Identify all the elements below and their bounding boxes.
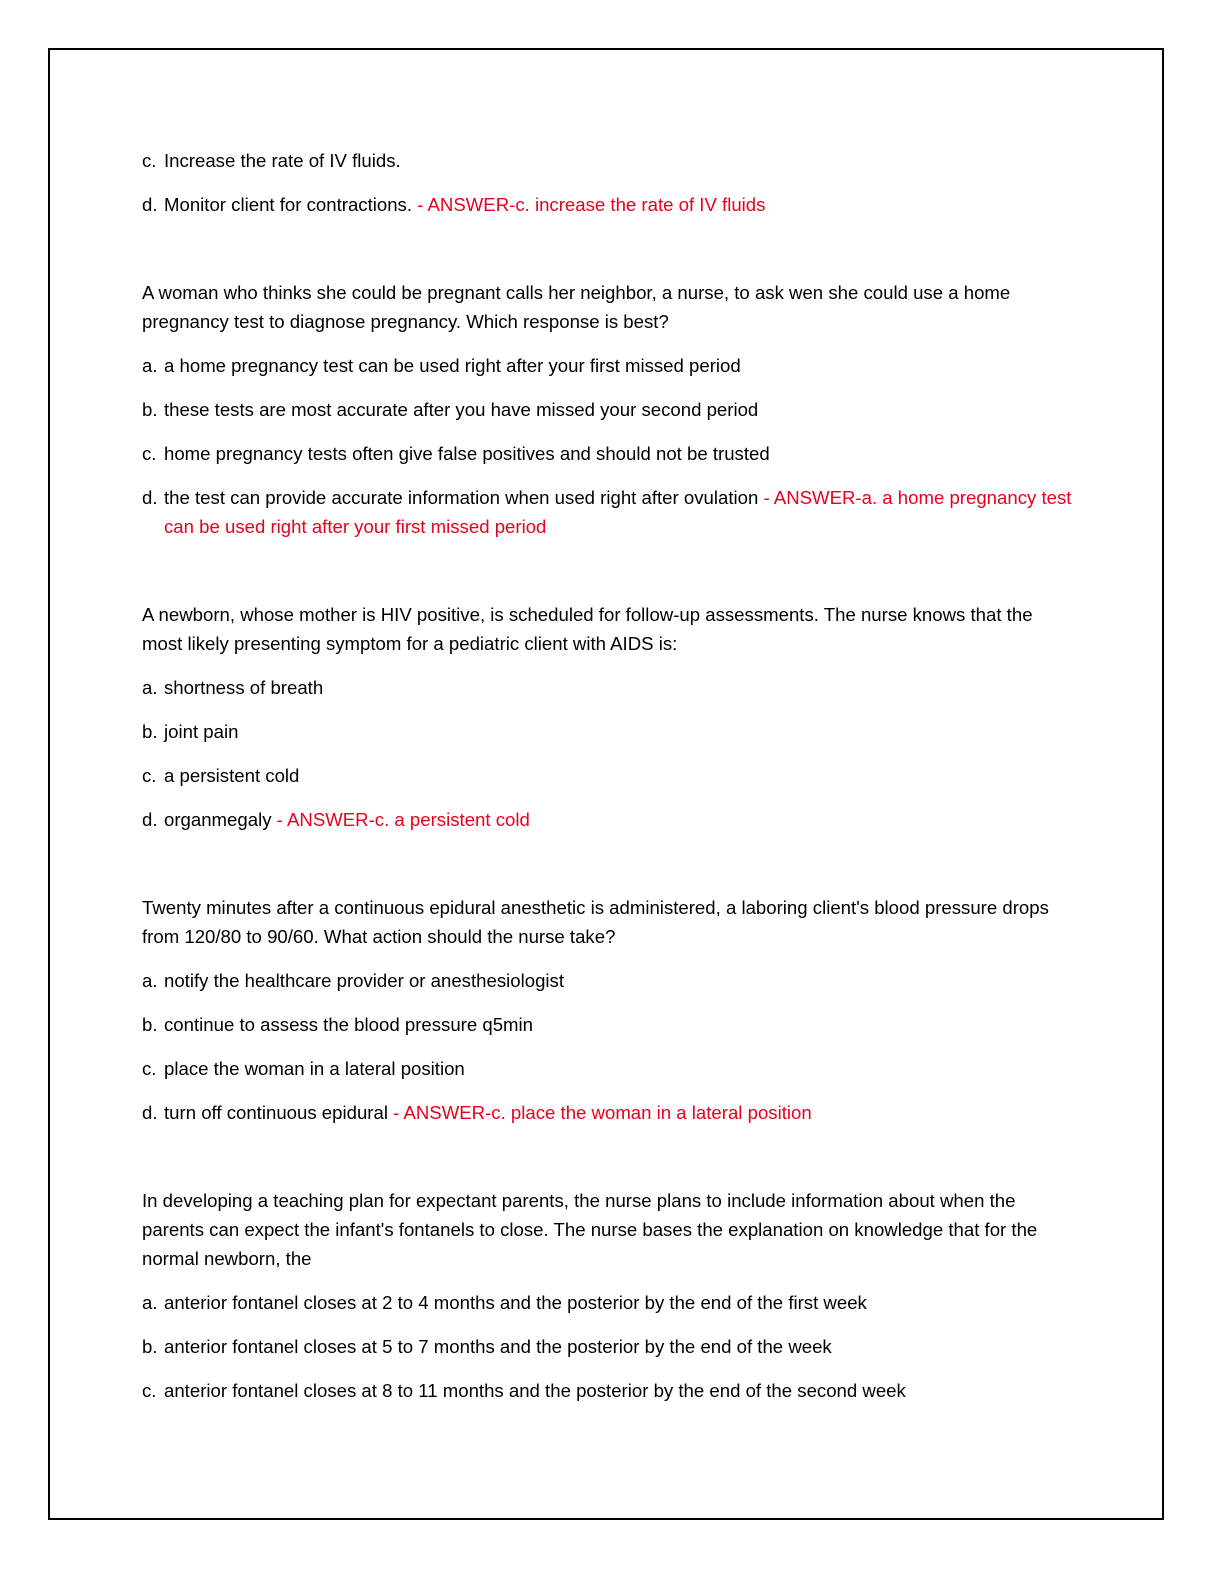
option-letter: a.: [142, 355, 158, 376]
option-letter: c.: [142, 443, 157, 464]
answer-text: - ANSWER-a. a home pregnancy test can be used right after your first missed period: [164, 487, 1072, 537]
option-text: [164, 483, 1072, 541]
option-letter: d.: [142, 487, 158, 508]
option-c: [142, 146, 1072, 175]
option-letter: b.: [142, 1336, 158, 1357]
option-text: anterior fontanel closes at 2 to 4 months and the posterior by the end of the first week: [164, 1292, 867, 1313]
question-stem: In developing a teaching plan for expectant parents, the nurse plans to include information about when the parents can expect the infant's fontanels to close. The nurse bases the explanation on knowledge that for the normal newborn, the: [142, 1190, 1038, 1269]
option-text: [164, 190, 1072, 219]
option-text: a persistent cold: [164, 765, 300, 786]
option-text: anterior fontanel closes at 5 to 7 months and the posterior by the end of the week: [164, 1336, 832, 1357]
option-letter: c.: [142, 1380, 157, 1401]
option-a: [142, 351, 1072, 380]
option-c: [142, 1054, 1072, 1083]
question-block: [142, 893, 1072, 1127]
question-stem: A newborn, whose mother is HIV positive, is scheduled for follow-up assessments. The nurse knows that the most likely presenting symptom for a pediatric client with AIDS is:: [142, 604, 1033, 654]
option-letter: b.: [142, 1014, 158, 1035]
option-c: [142, 439, 1072, 468]
option-letter: c.: [142, 150, 157, 171]
option-c: [142, 1376, 1072, 1405]
question-block: [142, 278, 1072, 541]
question-block: [142, 1186, 1072, 1405]
option-text: continue to assess the blood pressure q5min: [164, 1014, 533, 1035]
option-text: Increase the rate of IV fluids.: [164, 150, 401, 171]
option-text: shortness of breath: [164, 677, 324, 698]
option-text: [164, 805, 1072, 834]
option-d: [142, 190, 1072, 219]
option-text: [164, 1098, 1072, 1127]
option-d: [142, 483, 1072, 541]
option-text: a home pregnancy test can be used right after your first missed period: [164, 355, 741, 376]
option-letter: d.: [142, 1102, 158, 1123]
option-a: [142, 1288, 1072, 1317]
option-text-body: the test can provide accurate information when used right after ovulation: [164, 487, 759, 508]
option-b: [142, 395, 1072, 424]
option-text: home pregnancy tests often give false positives and should not be trusted: [164, 443, 770, 464]
question-block: [142, 600, 1072, 834]
option-letter: a.: [142, 1292, 158, 1313]
question-stem: A woman who thinks she could be pregnant calls her neighbor, a nurse, to ask wen she could use a home pregnancy test to diagnose pregnancy. Which response is best?: [142, 282, 1011, 332]
option-text: place the woman in a lateral position: [164, 1058, 465, 1079]
option-letter: c.: [142, 765, 157, 786]
option-text-body: Monitor client for contractions.: [164, 194, 413, 215]
option-b: [142, 1332, 1072, 1361]
option-letter: d.: [142, 194, 158, 215]
answer-text: - ANSWER-c. increase the rate of IV fluids: [412, 194, 766, 215]
option-letter: d.: [142, 809, 158, 830]
option-letter: b.: [142, 399, 158, 420]
option-text-body: turn off continuous epidural: [164, 1102, 388, 1123]
option-text: these tests are most accurate after you have missed your second period: [164, 399, 759, 420]
option-text: notify the healthcare provider or anesthesiologist: [164, 970, 565, 991]
answer-text: - ANSWER-c. a persistent cold: [271, 809, 530, 830]
option-letter: a.: [142, 677, 158, 698]
question-stem: Twenty minutes after a continuous epidural anesthetic is administered, a laboring client's blood pressure drops from 120/80 to 90/60. What action should the nurse take?: [142, 897, 1049, 947]
option-text-body: organmegaly: [164, 809, 272, 830]
option-text: joint pain: [164, 721, 239, 742]
question-block: [142, 146, 1072, 219]
answer-text: - ANSWER-c. place the woman in a lateral position: [387, 1102, 812, 1123]
option-letter: c.: [142, 1058, 157, 1079]
option-d: [142, 805, 1072, 834]
option-a: [142, 966, 1072, 995]
option-d: [142, 1098, 1072, 1127]
option-b: [142, 717, 1072, 746]
option-b: [142, 1010, 1072, 1039]
option-letter: a.: [142, 970, 158, 991]
option-c: [142, 761, 1072, 790]
document-content: [142, 146, 1072, 1420]
option-a: [142, 673, 1072, 702]
option-text: anterior fontanel closes at 8 to 11 months and the posterior by the end of the second week: [164, 1380, 906, 1401]
option-letter: b.: [142, 721, 158, 742]
